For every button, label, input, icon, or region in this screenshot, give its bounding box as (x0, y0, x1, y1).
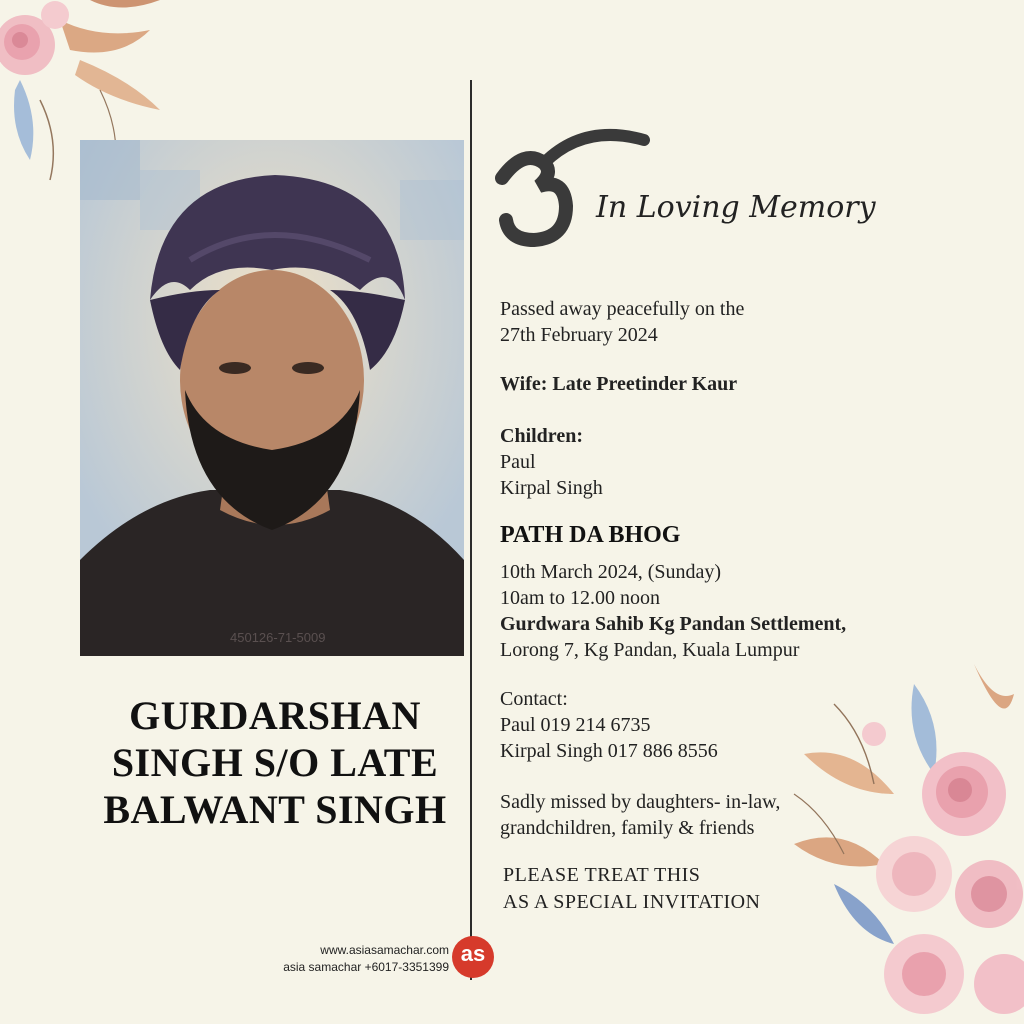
bhog-details (500, 559, 846, 663)
passed-line-2: 27th February 2024 (500, 324, 658, 346)
child-item: Paul (500, 451, 536, 473)
missed-line-2: grandchildren, family & friends (500, 817, 755, 839)
brand-credit (283, 942, 449, 976)
name-line-2: SINGH S/O LATE (111, 740, 439, 785)
contact-line-2: Kirpal Singh 017 886 8556 (500, 740, 718, 762)
bhog-date: 10th March 2024, (Sunday) (500, 561, 722, 583)
passed-away-text (500, 296, 744, 348)
invitation-line-2: AS A SPECIAL INVITATION (503, 891, 761, 913)
portrait-illustration (80, 140, 464, 656)
floral-decoration-bottom-right (774, 644, 1024, 1024)
contact-section (500, 686, 718, 764)
in-loving-memory-heading: In Loving Memory (596, 190, 876, 225)
bhog-address: Lorong 7, Kg Pandan, Kuala Lumpur (500, 639, 800, 661)
brand-website: www.asiasamachar.com (320, 943, 449, 957)
children-section (500, 423, 603, 501)
wife-text: Wife: Late Preetinder Kaur (500, 373, 738, 395)
sadly-missed-text (500, 789, 780, 841)
contact-label: Contact: (500, 688, 568, 710)
portrait-photo (80, 140, 464, 656)
passed-line-1: Passed away peacefully on the (500, 298, 745, 320)
invitation-line-1: PLEASE TREAT THIS (503, 864, 701, 886)
name-line-3: BALWANT SINGH (103, 787, 447, 832)
name-line-1: GURDARSHAN (129, 693, 421, 738)
bhog-venue: Gurdwara Sahib Kg Pandan Settlement, (500, 613, 847, 635)
children-label: Children: (500, 425, 583, 447)
brand-phone: asia samachar +6017-3351399 (283, 960, 449, 974)
brand-logo-text: as (460, 941, 486, 966)
path-da-bhog-heading: PATH DA BHOG (500, 522, 681, 548)
vertical-divider (470, 80, 472, 980)
missed-line-1: Sadly missed by daughters- in-law, (500, 791, 781, 813)
deceased-name (60, 692, 490, 833)
child-item: Kirpal Singh (500, 477, 603, 499)
contact-line-1: Paul 019 214 6735 (500, 714, 651, 736)
photo-id-text: 450126-71-5009 (230, 630, 326, 645)
bhog-time: 10am to 12.00 noon (500, 587, 660, 609)
asia-samachar-logo (452, 936, 494, 978)
special-invitation-text (503, 862, 761, 916)
